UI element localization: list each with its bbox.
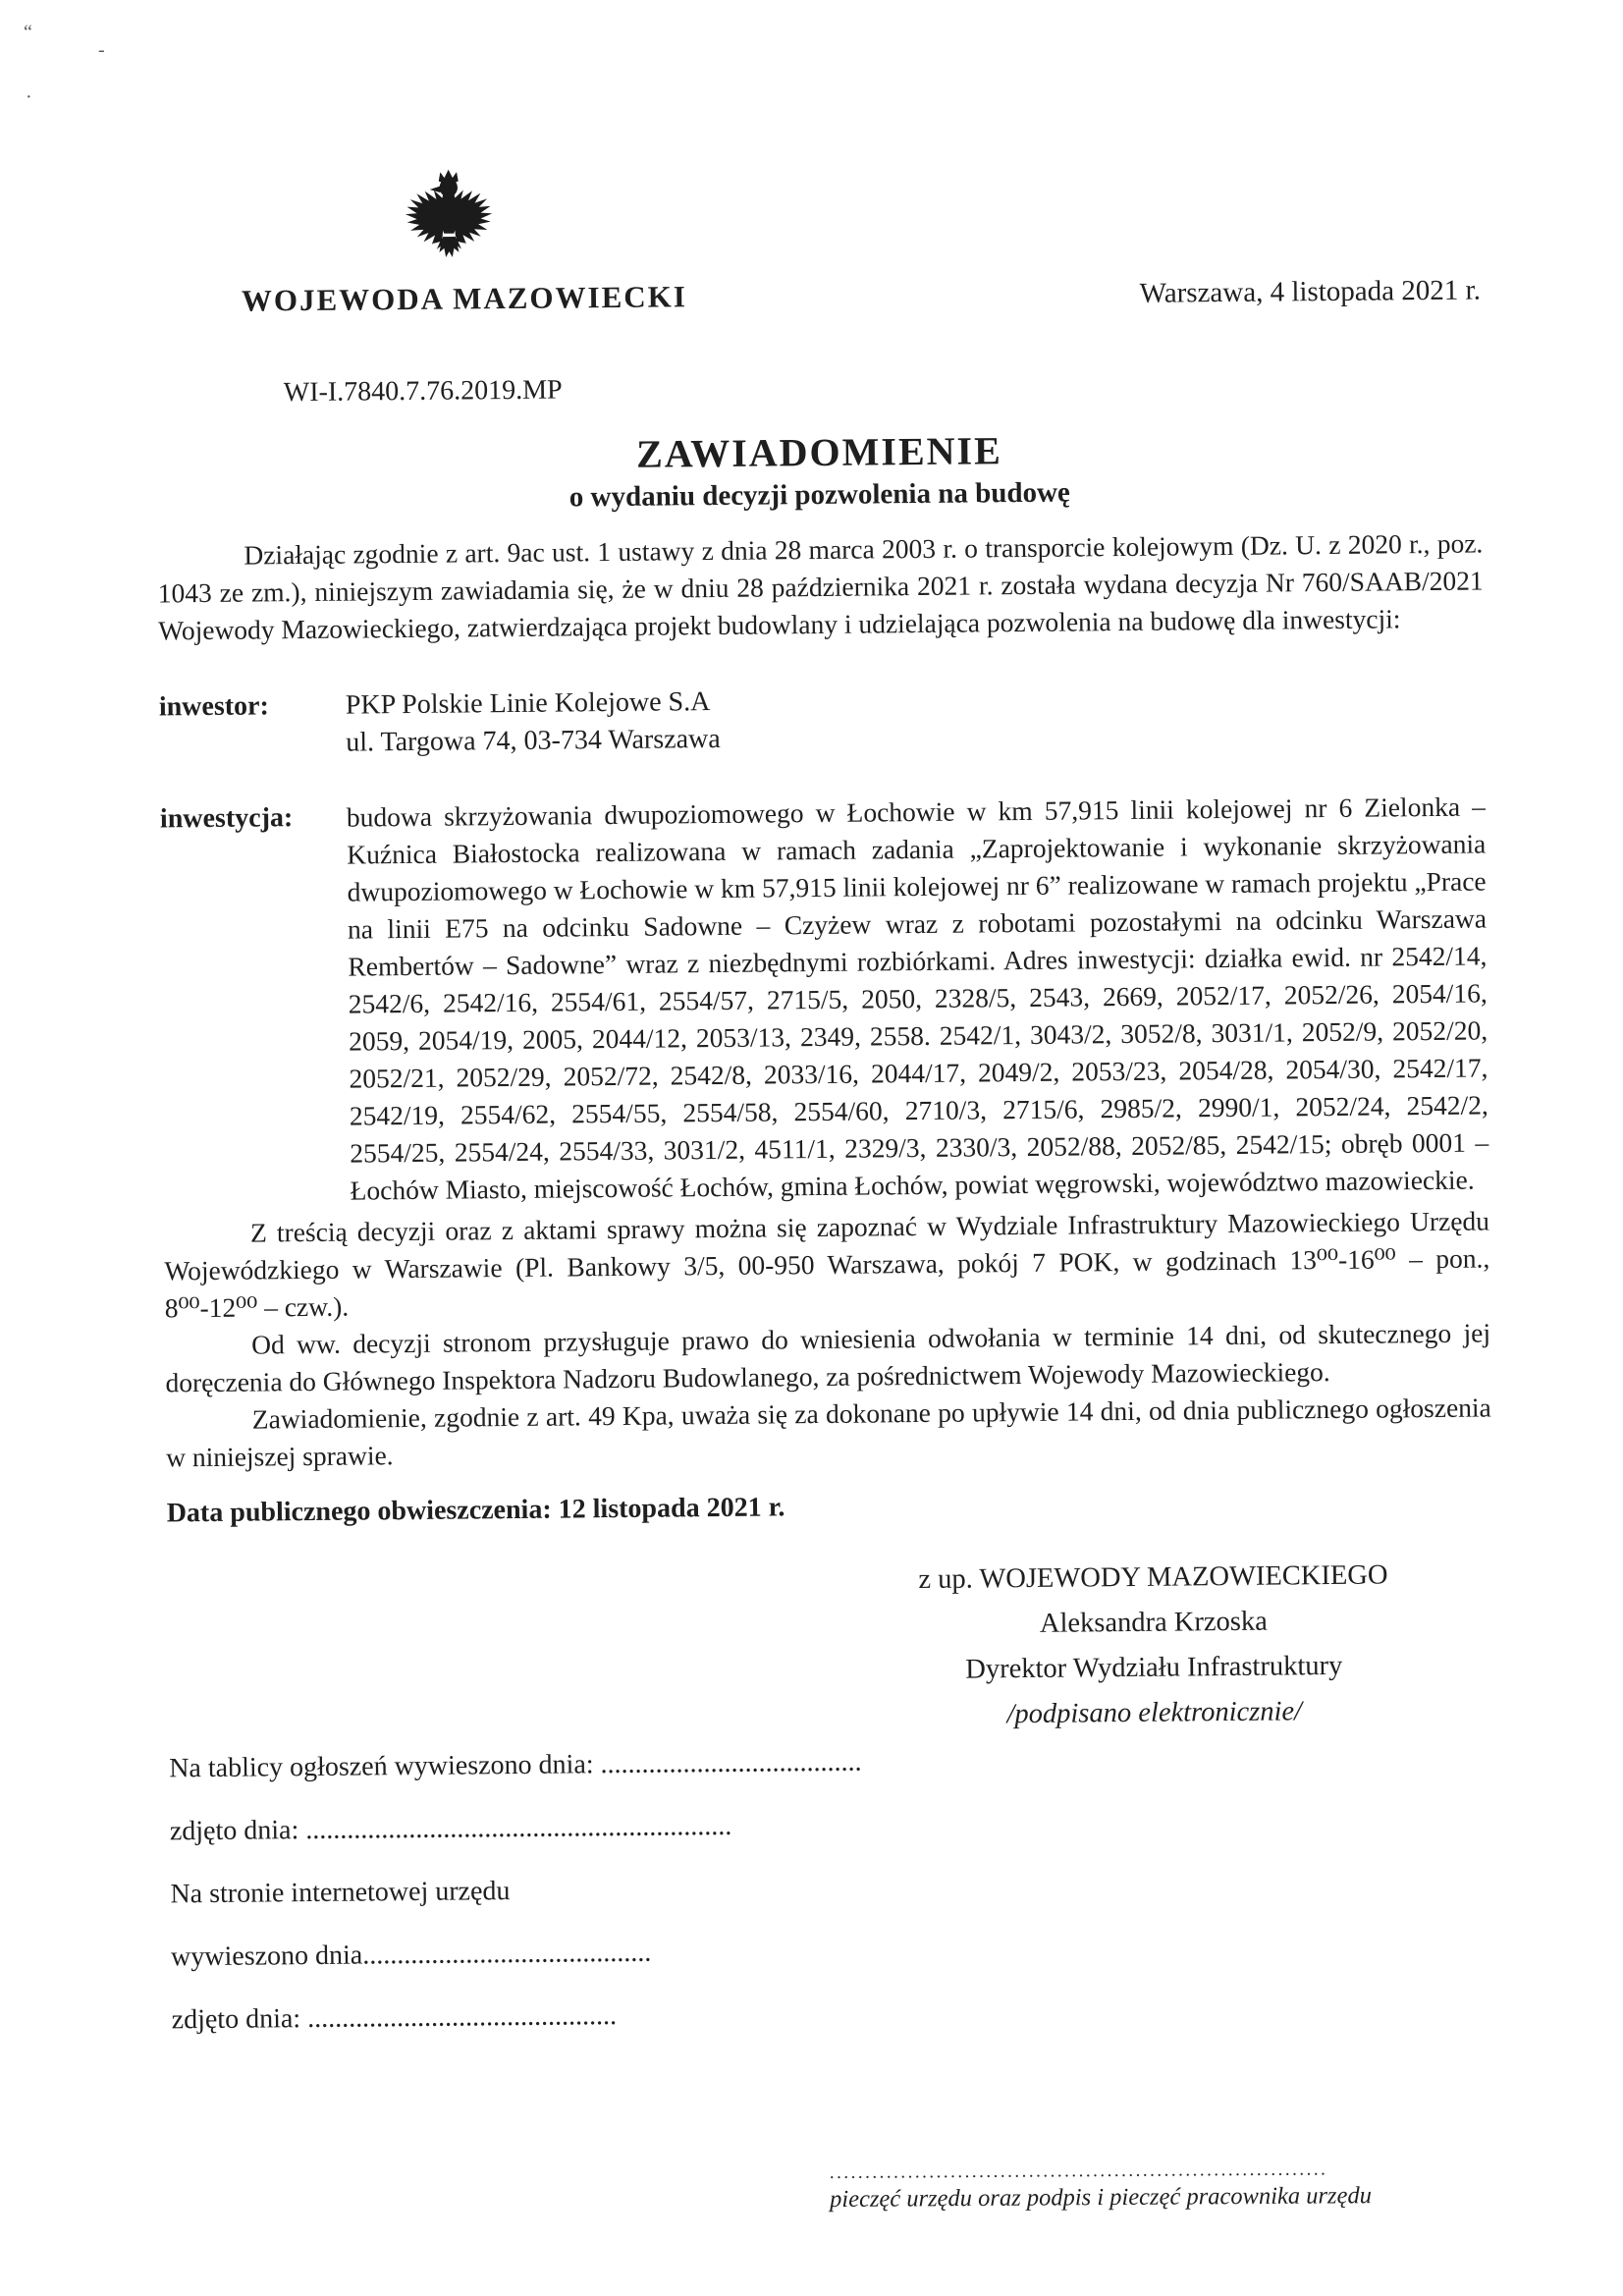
- removed-date-line: zdjęto dnia: ..............................................................: [169, 1810, 732, 1847]
- investor-row: [159, 676, 1486, 763]
- signature-authority: z up. WOJEWODY MAZOWIECKIEGO: [918, 1559, 1388, 1596]
- website-removed-line: zdjęto dnia: .............................................: [171, 2000, 618, 2036]
- signatory-name: Aleksandra Krzoska: [1039, 1606, 1268, 1639]
- stamp-caption: pieczęć urzędu oraz podpis i pieczęć pracownika urzędu: [829, 2182, 1373, 2214]
- website-line: Na stronie internetowej urzędu: [170, 1876, 511, 1910]
- polish-eagle-emblem-icon: [400, 163, 499, 276]
- posting-record-block: [169, 1736, 1497, 2040]
- stamp-signature-area: [830, 2159, 1399, 2214]
- intro-paragraph: Działając zgodnie z art. 9ac ust. 1 ustawy z dnia 28 marca 2003 r. o transporcie kolejowym (Dz. U. z 2020 r., poz. 1043 ze zm.), niniejszym zawiadamia się, że w dniu 28 października 2021 r. została wydana decyzja Nr 760/SAAB/2021 Wojewody Mazowieckiego, zatwierdzająca projekt budowlany i udzielająca pozwolenia na budowę dla inwestycji:: [157, 527, 1484, 646]
- case-reference-number: WI-I.7840.7.76.2019.MP: [283, 374, 563, 409]
- electronic-signature-note: /podpisano elektronicznie/: [1006, 1696, 1303, 1730]
- scan-artifact: -: [98, 39, 105, 61]
- scan-artifact: “: [24, 22, 32, 43]
- place-and-date: Warszawa, 4 listopada 2021 r.: [1139, 274, 1482, 309]
- appeal-paragraph: Od ww. decyzji stronom przysługuje prawo do wniesienia odwołania w terminie 14 dni, od skutecznego jej doręczenia do Głównego Inspektora Nadzoru Budowlanego, za pośrednictwem Wojewody Mazowieckiego.: [165, 1317, 1491, 1398]
- public-announcement-date: Data publicznego obwieszczenia: 12 listopada 2021 r.: [166, 1492, 785, 1529]
- investment-row: [160, 788, 1489, 1211]
- signatory-position: Dyrektor Wydziału Infrastruktury: [965, 1650, 1343, 1685]
- issuing-office: WOJEWODA MAZOWIECKI: [241, 279, 688, 318]
- kpa-paragraph: Zawiadomienie, zgodnie z art. 49 Kpa, uważa się za dokonane po upływie 14 dni, od dnia publicznego ogłoszenia w niniejszej sprawie.: [166, 1392, 1491, 1473]
- access-paragraph: Z treścią decyzji oraz z aktami sprawy można się zapoznać w Wydziale Infrastruktury Mazowieckiego Urzędu Wojewódzkiego w Warszawie (Pl. Bankowy 3/5, 00-950 Warszawa, pokój 7 POK, w godzinach 13⁰⁰-16⁰⁰ – pon., 8⁰⁰-12⁰⁰ – czw.).: [164, 1205, 1490, 1324]
- website-posted-line: wywieszono dnia..........................................: [170, 1937, 652, 1973]
- signature-block: [888, 1553, 1420, 1738]
- stamp-dotted-line: ......................................................................: [829, 2159, 1328, 2184]
- investment-description: budowa skrzyżowania dwupoziomowego w Łochowie w km 57,915 linii kolejowej nr 6 Zielonka – Kuźnica Białostocka realizowana w ramach zadania „Zaprojektowanie i wykonanie skrzyżowania dwupoziomowego w Łochowie w km 57,915 linii kolejowej nr 6” realizowane w ramach projektu „Prace na linii E75 na odcinku Sadowne – Czyżew wraz z robotami pozostałymi na odcinku Warszawa Rembertów – Sadowne” wraz z niezbędnymi rozbiórkami. Adres inwestycji: działka ewid. nr 2542/14, 2542/6, 2542/16, 2554/61, 2554/57, 2715/5, 2050, 2328/5, 2543, 2669, 2052/17, 2052/26, 2054/16, 2059, 2054/19, 2005, 2044/12, 2053/13, 2349, 2558. 2542/1, 3043/2, 3052/8, 3031/1, 2052/9, 2052/20, 2052/21, 2052/29, 2052/72, 2542/8, 2033/16, 2044/17, 2049/2, 2053/23, 2054/28, 2054/30, 2542/17, 2542/19, 2554/62, 2554/55, 2554/58, 2554/60, 2710/3, 2715/6, 2985/2, 2990/1, 2052/24, 2542/2, 2554/25, 2554/24, 2554/33, 3031/2, 4511/1, 2329/3, 2330/3, 2052/88, 2052/85, 2542/15; obręb 0001 – Łochów Miasto, miejscowość Łochów, gmina Łochów, powiat węgrowski, województwo mazowieckie.: [346, 791, 1489, 1206]
- investor-label: inwestor:: [158, 690, 270, 723]
- scan-artifact: ·: [26, 86, 32, 108]
- document-header: [155, 272, 1481, 320]
- investor-address: ul. Targowa 74, 03-734 Warszawa: [346, 723, 721, 758]
- investor-name: PKP Polskie Linie Kolejowe S.A: [345, 686, 711, 721]
- document-subtitle: o wydaniu decyzji pozwolenia na budowę: [568, 476, 1070, 514]
- posted-on-board-line: Na tablicy ogłoszeń wywieszono dnia: ......................................: [169, 1746, 862, 1784]
- document-content: [152, 0, 1497, 2063]
- investor-value: [346, 676, 1486, 761]
- title-block: [156, 423, 1483, 519]
- document-title: ZAWIADOMIENIE: [635, 428, 1002, 476]
- investment-label: inwestycja:: [159, 802, 294, 835]
